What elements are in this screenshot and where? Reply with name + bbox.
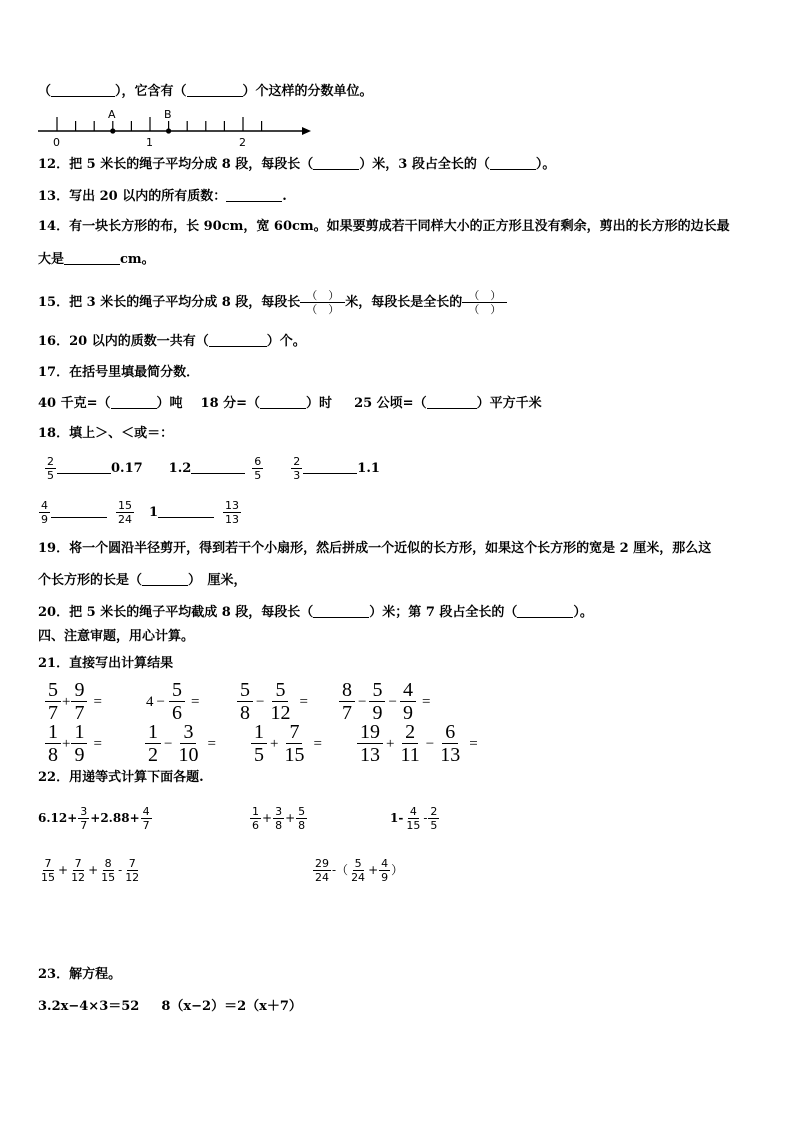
answer-blank[interactable] bbox=[64, 250, 120, 265]
fraction: $\frac{13}{13}$ bbox=[225, 499, 240, 526]
question-18-row2: $\frac{4}{9}$ $\frac{15}{24}$ 1 $\frac{13}{13}$ bbox=[41, 499, 240, 526]
compare-blank[interactable] bbox=[51, 503, 107, 518]
tick-label-1: 1 bbox=[146, 136, 153, 149]
answer-blank[interactable] bbox=[517, 603, 573, 618]
question-12: 12．把 5 米长的绳子平均分成 8 段，每段长（ ）米，3 段占全长的（ ）。 bbox=[38, 157, 556, 172]
question-21-title: 21．直接写出计算结果 bbox=[38, 656, 174, 671]
question-15: 15．把 3 米长的绳子平均分成 8 段，每段长 （ ） （ ） 米，每段长是全长的 （ ） （ ） bbox=[38, 290, 507, 315]
compare-blank[interactable] bbox=[158, 503, 214, 518]
fraction: $\frac{6}{5}$ bbox=[254, 455, 262, 482]
step-expression-3: 1- $\frac{4}{15}$ - $\frac{2}{5}$ bbox=[390, 805, 438, 832]
question-17-title: 17．在括号里填最简分数． bbox=[38, 365, 200, 380]
compare-blank[interactable] bbox=[191, 459, 245, 474]
axis-arrow bbox=[302, 127, 311, 135]
question-16: 16．20 以内的质数一共有（ ）个。 bbox=[38, 334, 306, 349]
answer-blank[interactable] bbox=[142, 571, 188, 586]
question-22-title: 22．用递等式计算下面各题. bbox=[38, 770, 204, 785]
point-a bbox=[110, 128, 115, 133]
point-b bbox=[166, 128, 171, 133]
compare-blank[interactable] bbox=[57, 459, 111, 474]
calc-expression-2: 4 − $\frac{5}{6}$ = bbox=[146, 679, 200, 724]
question-14-line2: 大是 cm。 bbox=[38, 252, 155, 267]
number-line bbox=[0, 0, 794, 160]
point-b-label: B bbox=[164, 108, 172, 121]
answer-blank[interactable] bbox=[313, 603, 369, 618]
calc-expression-6: $\frac{1}{2}$ − $\frac{3}{10}$ = bbox=[144, 722, 216, 765]
blank-fraction[interactable]: （ ） （ ） bbox=[300, 290, 345, 315]
calc-expression-4: $\frac{8}{7}$ − $\frac{5}{9}$ − $\frac{4}{9}$ = bbox=[338, 680, 430, 723]
fraction: $\frac{15}{24}$ bbox=[118, 499, 132, 526]
point-a-label: A bbox=[108, 108, 116, 121]
compare-blank[interactable] bbox=[303, 459, 357, 474]
fraction: $\frac{4}{9}$ bbox=[41, 499, 48, 526]
answer-blank[interactable] bbox=[260, 394, 306, 409]
fraction: $\frac{2}{5}$ bbox=[47, 455, 54, 482]
question-19-line2: 个长方形的长是（ ） 厘米， bbox=[38, 573, 247, 588]
answer-blank[interactable] bbox=[111, 394, 157, 409]
step-expression-2: $\frac{1}{6}$ + $\frac{3}{8}$ + $\frac{5}{8}$ bbox=[252, 805, 306, 832]
question-13: 13．写出 20 以内的所有质数： . bbox=[38, 189, 287, 204]
calc-expression-3: $\frac{5}{8}$ − $\frac{5}{12}$ = bbox=[236, 680, 308, 723]
fraction: $\frac{2}{3}$ bbox=[293, 455, 301, 482]
blank-fraction[interactable]: （ ） （ ） bbox=[462, 290, 507, 315]
calc-expression-1: $\frac{5}{7}$ + $\frac{9}{7}$ = bbox=[44, 680, 102, 723]
answer-blank[interactable] bbox=[427, 394, 477, 409]
question-20: 20．把 5 米长的绳子平均截成 8 段，每段长（ ）米；第 7 段占全长的（ ）。 bbox=[38, 605, 593, 620]
calc-expression-7: $\frac{1}{5}$ + $\frac{7}{15}$ = bbox=[250, 722, 322, 765]
step-expression-1: 6.12+ $\frac{3}{7}$ +2.88+ $\frac{4}{7}$ bbox=[38, 805, 150, 832]
question-14-line1: 14．有一块长方形的布，长 90cm，宽 60cm。如果要剪成若干同样大小的正方形且没有剩余，剪出的长方形的边长最 bbox=[38, 219, 730, 234]
question-18-title: 18．填上＞、＜或＝： bbox=[38, 426, 174, 441]
calc-expression-5: $\frac{1}{8}$ + $\frac{1}{9}$ = bbox=[44, 722, 102, 765]
answer-blank[interactable] bbox=[313, 155, 359, 170]
question-17-items: 40 千克=（ ）吨 18 分=（ ）时 25 公顷=（ ）平方千米 bbox=[38, 396, 542, 411]
calc-expression-8: $\frac{19}{13}$ + $\frac{2}{11}$ − $\frac{6}{13}$ = bbox=[356, 722, 478, 765]
question-23-equations: 3.2x−4×3＝52 8（x−2）＝2（x＋7） bbox=[38, 999, 302, 1014]
q11-line: （ ），它含有（ ）个这样的分数单位。 bbox=[38, 84, 373, 99]
answer-blank[interactable] bbox=[209, 332, 267, 347]
section-4-heading: 四、注意审题，用心计算。 bbox=[38, 629, 195, 644]
tick-label-0: 0 bbox=[53, 136, 60, 149]
question-23-title: 23．解方程。 bbox=[38, 967, 122, 982]
question-19-line1: 19．将一个圆沿半径剪开，得到若干个小扇形，然后拼成一个近似的长方形，如果这个长方形的宽是 2 厘米，那么这 bbox=[38, 541, 712, 556]
answer-blank[interactable] bbox=[490, 155, 536, 170]
tick-label-2: 2 bbox=[239, 136, 246, 149]
question-18-row1: $\frac{2}{5}$ 0.17 1.2 $\frac{6}{5}$ $\frac{2}{3}$ 1.1 bbox=[47, 455, 380, 482]
answer-blank[interactable] bbox=[226, 187, 282, 202]
step-expression-5: $\frac{29}{24}$ -（ $\frac{5}{24}$ + $\frac{4}{9}$ ） bbox=[315, 857, 404, 884]
step-expression-4: $\frac{7}{15}$ + $\frac{7}{12}$ + $\frac{8}{15}$ - $\frac{7}{12}$ bbox=[41, 857, 140, 884]
